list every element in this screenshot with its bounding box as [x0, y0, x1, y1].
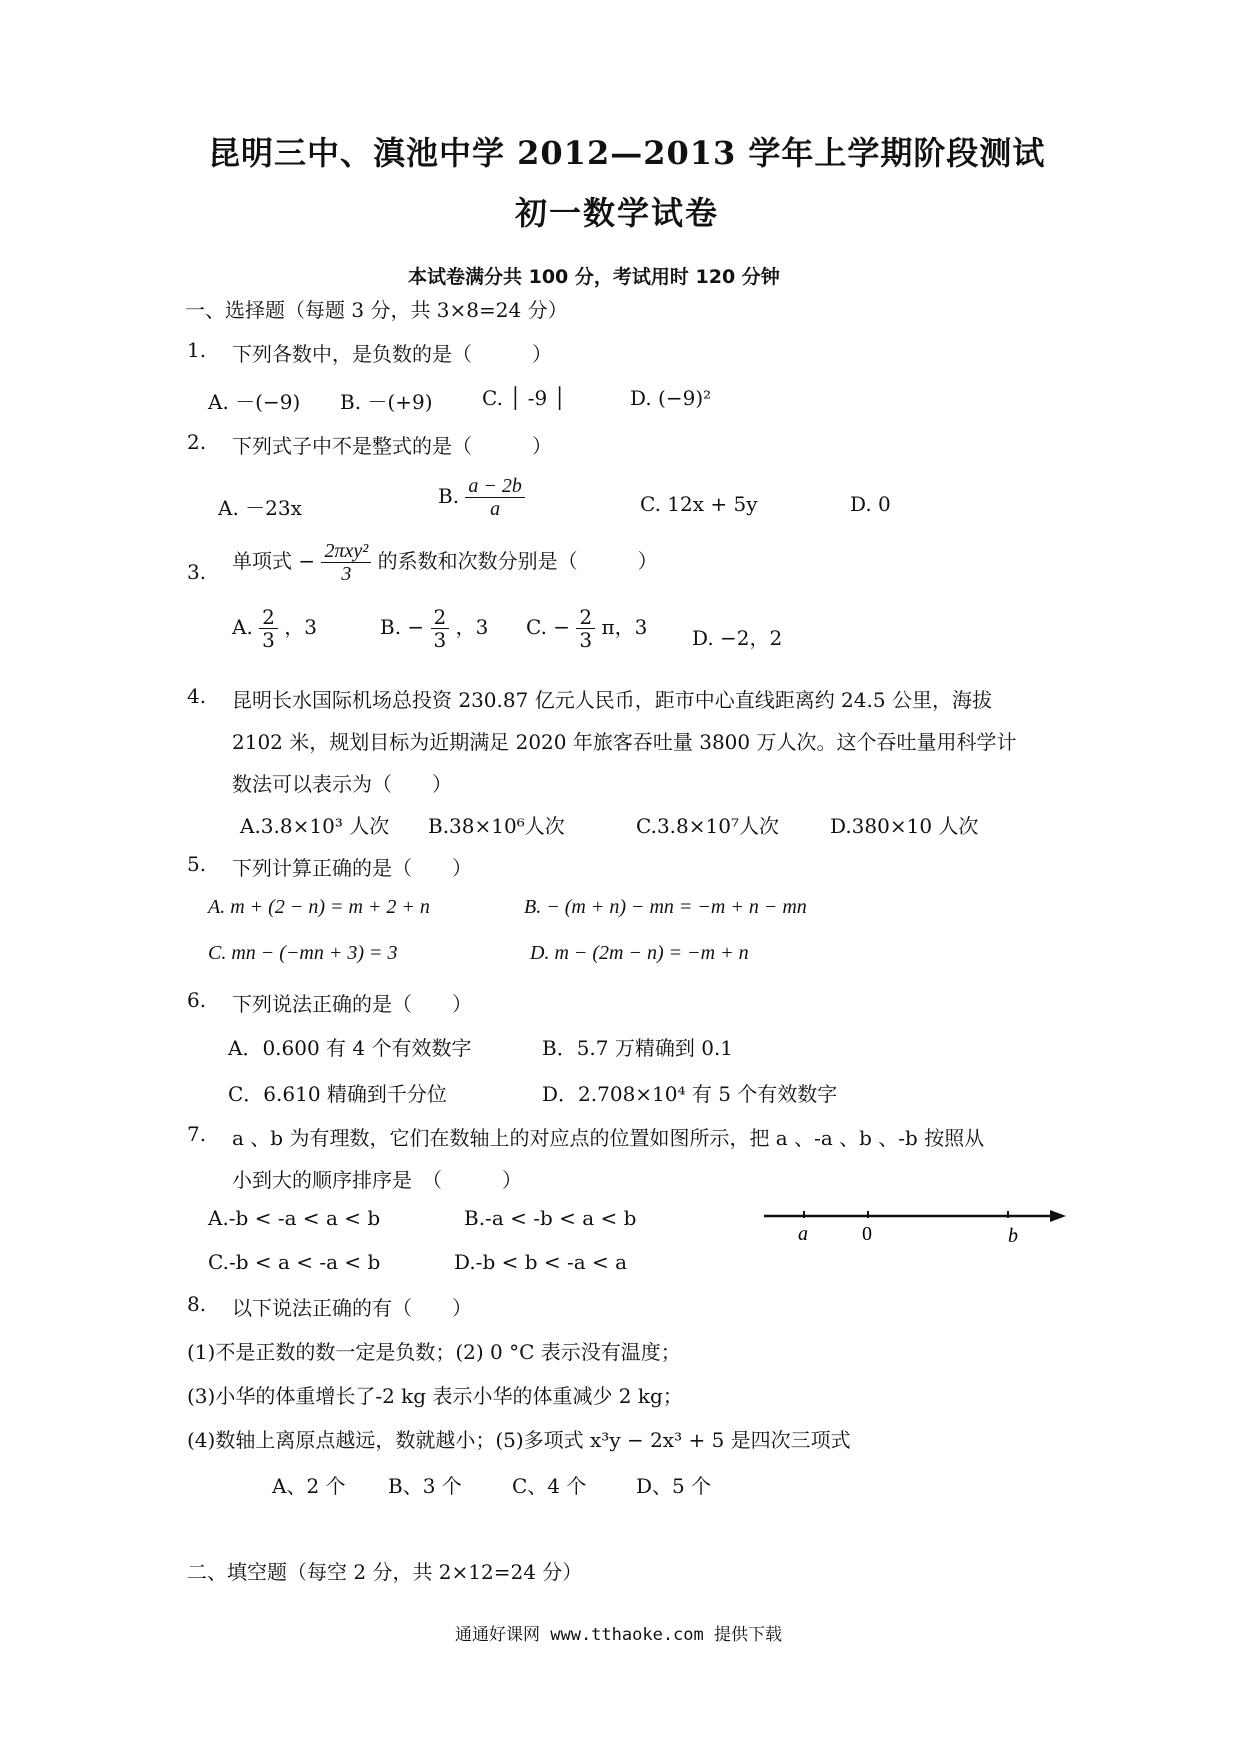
question-stem: 以下说法正确的有（ ） — [232, 1296, 472, 1320]
option-b: B．5.7 万精确到 0.1 — [542, 1036, 734, 1060]
fraction-denominator: 3 — [579, 628, 593, 652]
question-stem: 下列计算正确的是（ ） — [232, 856, 472, 880]
option-b — [380, 606, 488, 651]
option-d: D. m − (2m − n) = −m + n — [530, 942, 749, 964]
statement-line: (1)不是正数的数一定是负数；(2) 0 °C 表示没有温度； — [187, 1340, 681, 1364]
option-b-label: B. — [438, 484, 460, 508]
option-b: B.-a < -b < a < b — [464, 1206, 637, 1230]
option-d: D. 0 — [850, 492, 891, 516]
option-a: A.-b < -a < a < b — [208, 1206, 381, 1230]
fraction-denominator: 3 — [433, 628, 447, 652]
fraction-denominator: a — [490, 498, 501, 520]
option-a: A. －23x — [218, 496, 302, 520]
label-zero: 0 — [862, 1223, 872, 1245]
question-number: 4. — [187, 684, 207, 708]
option-c: C、4 个 — [512, 1474, 587, 1498]
option-b — [438, 475, 525, 520]
stem-suffix: 的系数和次数分别是（ ） — [377, 549, 658, 573]
footer-source: 通通好课网 www.tthaoke.com 提供下载 — [455, 1625, 782, 1645]
option-c-tail: π，3 — [601, 615, 648, 639]
option-a: A. m + (2 − n) = m + 2 + n — [208, 896, 430, 918]
question-line: 数法可以表示为（ ） — [232, 772, 452, 796]
option-c: C. 12x + 5y — [640, 492, 758, 516]
option-a — [232, 606, 317, 651]
monomial-fraction — [321, 540, 371, 585]
option-c: C.-b < a < -a < b — [208, 1250, 381, 1274]
option-c: C.3.8×10⁷人次 — [636, 814, 779, 838]
option-c — [526, 606, 647, 651]
option-b: B. − (m + n) − mn = −m + n − mn — [524, 896, 807, 918]
label-b: b — [1008, 1225, 1018, 1247]
option-d: D.-b < b < -a < a — [454, 1250, 628, 1274]
option-a: A．0.600 有 4 个有效数字 — [228, 1036, 472, 1060]
exam-note: 本试卷满分共 100 分，考试用时 120 分钟 — [408, 266, 780, 288]
section-heading-fill: 二、填空题（每空 2 分，共 2×12=24 分） — [187, 1560, 583, 1584]
statement-line: (3)小华的体重增长了-2 kg 表示小华的体重减少 2 kg； — [187, 1384, 683, 1408]
option-c: C．6.610 精确到千分位 — [228, 1082, 447, 1106]
question-number: 8. — [187, 1292, 207, 1316]
question-line: a 、b 为有理数，它们在数轴上的对应点的位置如图所示，把 a 、-a 、b 、-b 按照从 — [232, 1126, 985, 1150]
fraction-numerator: 2 — [576, 606, 595, 629]
question-stem: 下列说法正确的是（ ） — [232, 992, 472, 1016]
stem-prefix: 单项式 − — [232, 549, 316, 573]
option-d: D. (−9)² — [630, 386, 712, 410]
option-d: D. −2，2 — [692, 626, 783, 650]
number-line-diagram — [760, 1200, 1070, 1250]
number-line-arrow-icon — [1050, 1210, 1066, 1222]
option-d: D、5 个 — [636, 1474, 712, 1498]
option-b: B、3 个 — [388, 1474, 462, 1498]
fraction — [259, 606, 278, 651]
question-stem: 下列式子中不是整式的是（ ） — [232, 434, 552, 458]
question-number: 3. — [187, 560, 207, 584]
option-a-tail: ，3 — [284, 615, 317, 639]
fraction — [576, 606, 595, 651]
option-b: B. －(+9) — [340, 390, 433, 414]
question-number: 1. — [187, 338, 207, 362]
question-line: 小到大的顺序排序是 （ ） — [232, 1168, 522, 1192]
fraction-numerator: 2πxy² — [321, 540, 371, 563]
option-c-label: C. − — [526, 615, 571, 639]
option-b: B.38×10⁶人次 — [428, 814, 565, 838]
option-c: C. mn − (−mn + 3) = 3 — [208, 942, 398, 964]
question-number: 7. — [187, 1122, 207, 1146]
option-d: D.380×10 人次 — [830, 814, 979, 838]
option-b-tail: ，3 — [455, 615, 489, 639]
option-a: A、2 个 — [272, 1474, 346, 1498]
fraction-numerator: a − 2b — [465, 475, 525, 498]
question-stem — [232, 540, 658, 585]
fraction-denominator: 3 — [262, 628, 275, 652]
fraction — [465, 475, 525, 520]
question-number: 5. — [187, 852, 207, 876]
label-a: a — [798, 1223, 808, 1245]
section-heading-choice: 一、选择题（每题 3 分，共 3×8=24 分） — [185, 298, 568, 322]
exam-subtitle: 初一数学试卷 — [515, 194, 720, 232]
option-d: D．2.708×10⁴ 有 5 个有效数字 — [542, 1082, 838, 1106]
fraction-denominator: 3 — [341, 563, 352, 585]
question-line: 昆明长水国际机场总投资 230.87 亿元人民币，距市中心直线距离约 24.5 公里，海拔 — [232, 688, 992, 712]
statement-line: (4)数轴上离原点越远，数就越小；(5)多项式 x³y − 2x³ + 5 是四次三项式 — [187, 1428, 851, 1452]
option-a-label: A. — [232, 615, 253, 639]
option-a: A. －(−9) — [208, 390, 301, 414]
question-number: 2. — [187, 430, 207, 454]
question-line: 2102 米，规划目标为近期满足 2020 年旅客吞吐量 3800 万人次。这个吞吐量用科学计 — [232, 730, 1017, 754]
exam-title: 昆明三中、滇池中学 2012—2013 学年上学期阶段测试 — [208, 134, 1046, 172]
question-stem: 下列各数中，是负数的是（ ） — [232, 342, 552, 366]
question-number: 6. — [187, 988, 207, 1012]
fraction-numerator: 2 — [259, 606, 278, 629]
option-c: C. │ -9 │ — [482, 386, 566, 410]
option-a: A.3.8×10³ 人次 — [240, 814, 390, 838]
option-b-label: B. − — [380, 615, 425, 639]
fraction — [431, 606, 450, 651]
fraction-numerator: 2 — [431, 606, 450, 629]
